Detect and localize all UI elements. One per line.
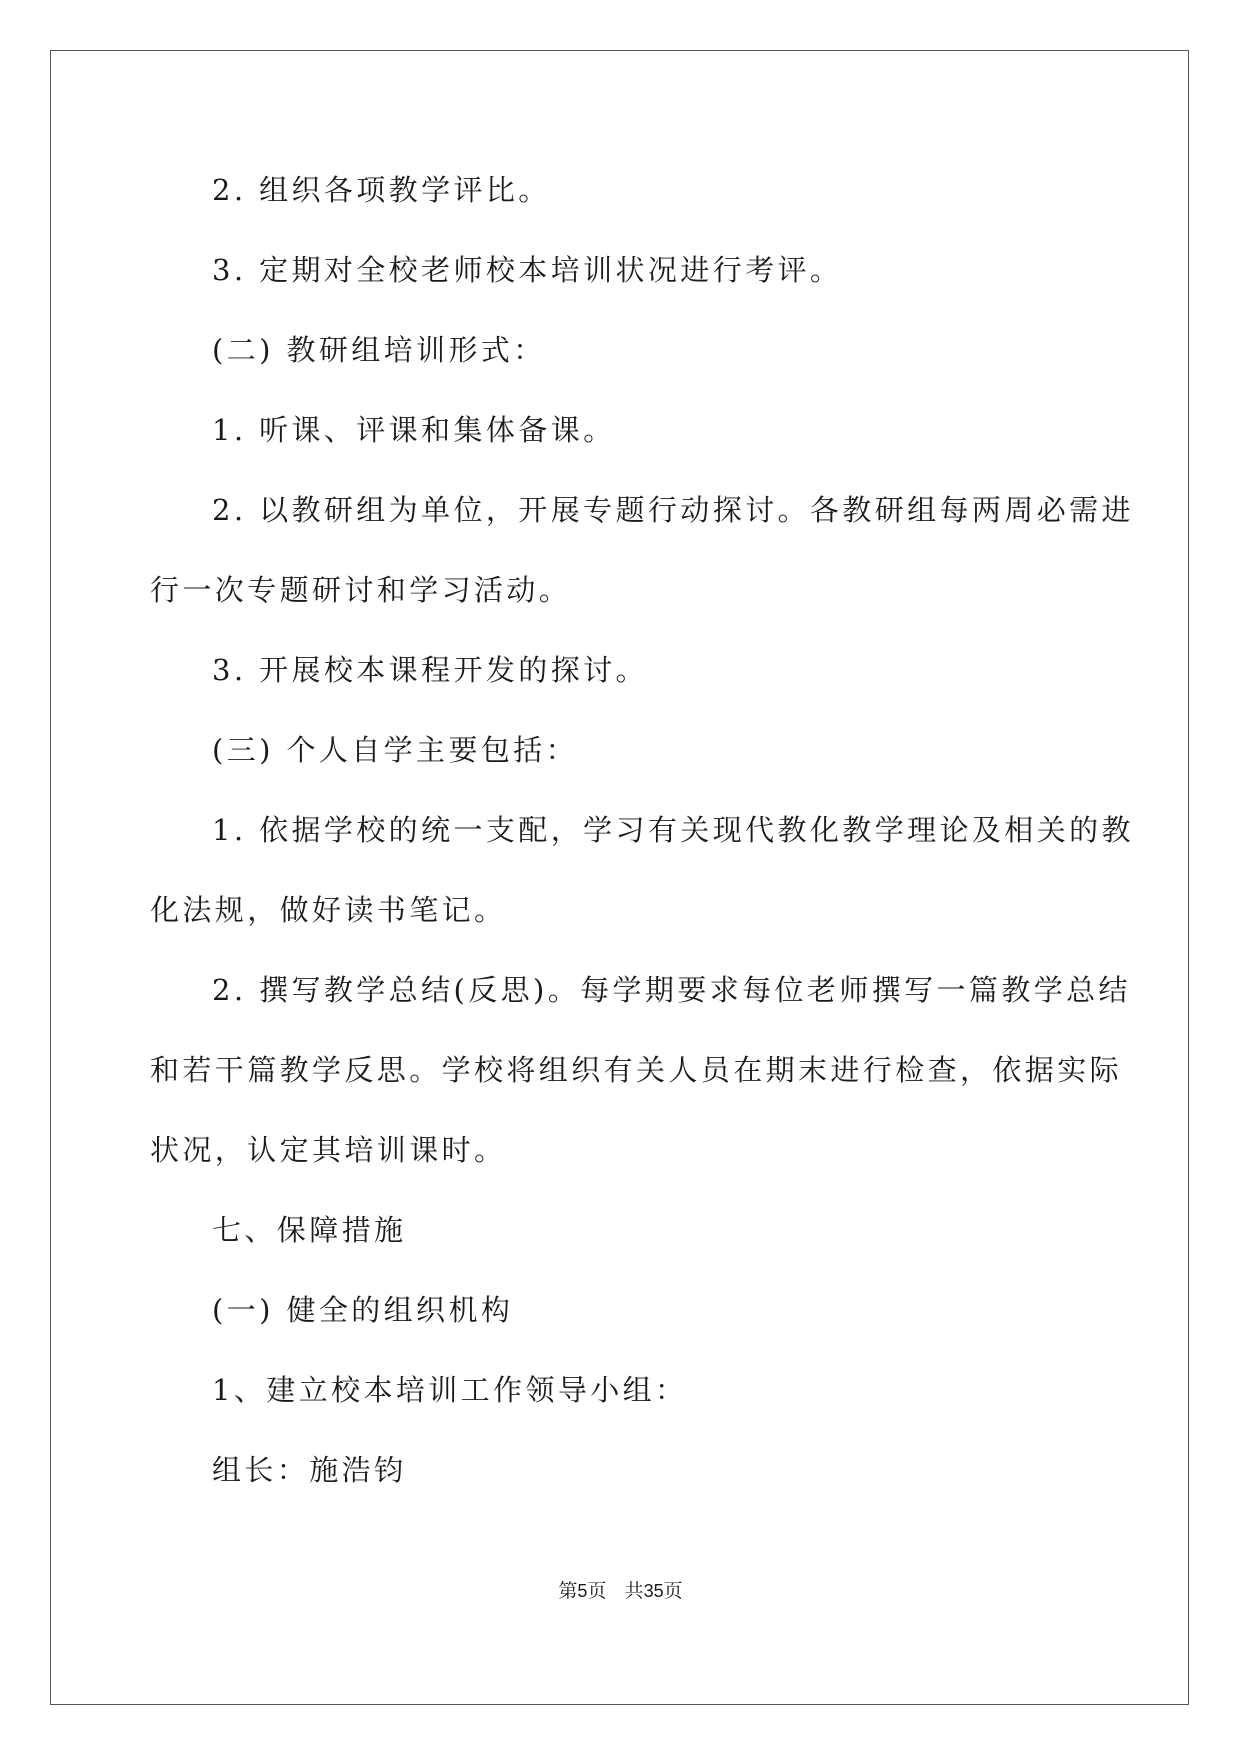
footer-prefix: 第: [558, 1580, 578, 1602]
subsection-heading: (一) 健全的组织机构: [212, 1293, 514, 1327]
paragraph-line: 化法规，做好读书笔记。: [150, 893, 507, 927]
paragraph-line: 2. 组织各项教学评比。: [212, 173, 551, 207]
paragraph-line: 和若干篇教学反思。学校将组织有关人员在期末进行检查，依据实际: [150, 1053, 1123, 1087]
section-heading: 七、保障措施: [212, 1213, 407, 1247]
paragraph-line: (二) 教研组培训形式：: [212, 333, 546, 367]
paragraph-line: 2. 以教研组为单位，开展专题行动探讨。各教研组每两周必需进: [212, 493, 1134, 527]
paragraph-line: 2. 撰写教学总结(反思)。每学期要求每位老师撰写一篇教学总结: [212, 973, 1131, 1007]
paragraph-line: 1、建立校本培训工作领导小组：: [212, 1373, 688, 1407]
paragraph-line: (三) 个人自学主要包括：: [212, 733, 579, 767]
paragraph-line: 行一次专题研讨和学习活动。: [150, 573, 572, 607]
paragraph-line: 3. 开展校本课程开发的探讨。: [212, 653, 648, 687]
paragraph-line: 状况，认定其培训课时。: [150, 1133, 507, 1167]
paragraph-line: 1. 听课、评课和集体备课。: [212, 413, 616, 447]
paragraph-line: 3. 定期对全校老师校本培训状况进行考评。: [212, 253, 843, 287]
total-pages: 35: [643, 1581, 664, 1601]
footer-total-suffix: 页: [663, 1580, 683, 1602]
current-page-number: 5: [577, 1581, 588, 1601]
footer-page-suffix: 页: [587, 1580, 607, 1602]
paragraph-line: 组长：施浩钧: [212, 1453, 407, 1487]
paragraph-line: 1. 依据学校的统一支配，学习有关现代教化教学理论及相关的教: [212, 813, 1134, 847]
page-footer: [0, 1578, 1241, 1604]
footer-total-prefix: 共: [624, 1580, 644, 1602]
